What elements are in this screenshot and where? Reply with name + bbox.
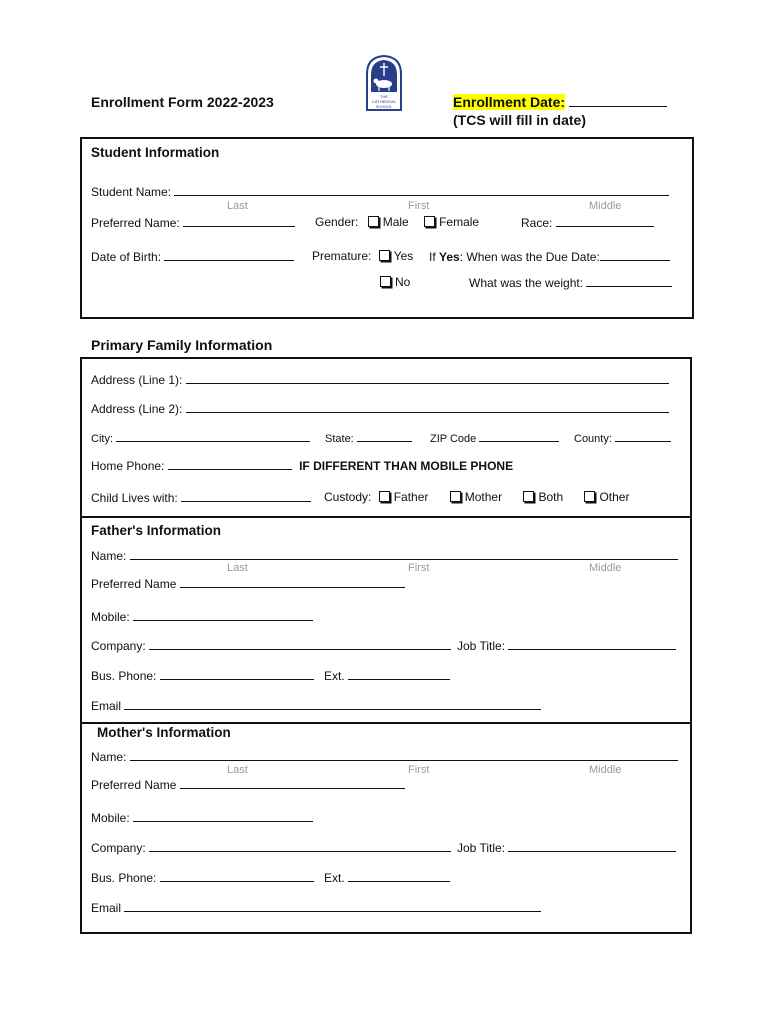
- if-text: If: [429, 250, 436, 264]
- mother-bus-phone-field[interactable]: [160, 870, 314, 882]
- father-ext-row: [324, 668, 450, 683]
- zip-row: [430, 430, 559, 445]
- father-email-row: [91, 698, 541, 713]
- father-job-title-label: Job Title:: [457, 639, 506, 653]
- student-name-row: [91, 184, 669, 199]
- city-label: City:: [91, 433, 113, 445]
- weight-label: What was the weight:: [469, 276, 584, 290]
- race-field[interactable]: [556, 215, 654, 227]
- custody-both-label: Both: [538, 490, 564, 504]
- logo-text: THE CATHEDRAL SCHOOL: [372, 94, 396, 109]
- state-field[interactable]: [357, 430, 412, 442]
- father-preferred-field[interactable]: [180, 576, 405, 588]
- custody-row: [324, 490, 629, 504]
- father-name-field[interactable]: [130, 548, 678, 560]
- state-label: State:: [325, 433, 354, 445]
- address2-field[interactable]: [186, 401, 669, 413]
- father-sub-first: First: [408, 562, 430, 574]
- custody-other-checkbox[interactable]: [584, 491, 595, 502]
- zip-field[interactable]: [479, 430, 559, 442]
- father-company-label: Company:: [91, 639, 146, 653]
- mother-ext-field[interactable]: [348, 870, 450, 882]
- weight-row: [469, 275, 672, 290]
- home-phone-field[interactable]: [168, 458, 292, 470]
- custody-mother-checkbox[interactable]: [450, 491, 461, 502]
- child-lives-field[interactable]: [181, 490, 311, 502]
- custody-father-label: Father: [393, 490, 429, 504]
- gender-female-checkbox[interactable]: [424, 216, 435, 227]
- address2-label: Address (Line 2):: [91, 402, 183, 416]
- child-lives-label: Child Lives with:: [91, 491, 178, 505]
- custody-label: Custody:: [324, 490, 372, 504]
- mother-preferred-field[interactable]: [180, 777, 405, 789]
- state-row: [325, 430, 412, 445]
- mother-company-label: Company:: [91, 841, 146, 855]
- county-row: [574, 430, 671, 445]
- school-logo: [364, 54, 404, 112]
- child-lives-row: [91, 490, 311, 505]
- mother-sub-middle: Middle: [589, 764, 622, 776]
- father-name-row: [91, 548, 678, 563]
- form-title: Enrollment Form 2022-2023: [91, 94, 274, 110]
- mother-bus-phone-row: [91, 870, 314, 885]
- home-phone-note: IF DIFFERENT THAN MOBILE PHONE: [299, 459, 514, 473]
- student-sub-last: Last: [227, 200, 248, 212]
- dob-field[interactable]: [164, 249, 294, 261]
- father-name-label: Name:: [91, 549, 127, 563]
- premature-no-label: No: [395, 275, 411, 289]
- premature-yes-checkbox[interactable]: [379, 250, 390, 261]
- mother-name-field[interactable]: [130, 749, 678, 761]
- father-job-title-field[interactable]: [508, 638, 676, 650]
- father-section-title: Father's Information: [91, 523, 221, 538]
- mother-mobile-row: [91, 810, 313, 825]
- student-name-field[interactable]: [174, 184, 669, 196]
- premature-yes-label: Yes: [393, 249, 414, 263]
- home-phone-row: [91, 458, 513, 473]
- dob-row: [91, 249, 294, 264]
- mother-preferred-label: Preferred Name: [91, 778, 177, 792]
- county-field[interactable]: [615, 430, 671, 442]
- address1-row: [91, 372, 669, 387]
- due-date-row: [429, 249, 670, 264]
- premature-no-checkbox[interactable]: [380, 276, 391, 287]
- father-mobile-row: [91, 609, 313, 624]
- preferred-name-label: Preferred Name:: [91, 216, 180, 230]
- custody-both-checkbox[interactable]: [523, 491, 534, 502]
- student-sub-middle: Middle: [589, 200, 622, 212]
- father-sub-middle: Middle: [589, 562, 622, 574]
- premature-row: [312, 249, 413, 263]
- preferred-name-field[interactable]: [183, 215, 295, 227]
- mother-job-title-label: Job Title:: [457, 841, 506, 855]
- father-company-field[interactable]: [149, 638, 451, 650]
- enrollment-date-label: Enrollment Date:: [453, 94, 566, 110]
- zip-label: ZIP Code: [430, 433, 477, 445]
- mother-sub-first: First: [408, 764, 430, 776]
- premature-no-row: [380, 275, 410, 289]
- father-bus-phone-label: Bus. Phone:: [91, 669, 157, 683]
- dob-label: Date of Birth:: [91, 250, 162, 264]
- custody-mother-label: Mother: [464, 490, 503, 504]
- gender-male-label: Male: [382, 215, 409, 229]
- father-preferred-row: [91, 576, 405, 591]
- mother-name-label: Name:: [91, 750, 127, 764]
- mother-company-row: [91, 840, 451, 855]
- due-date-label: : When was the Due Date:: [459, 250, 600, 264]
- mother-section-title: Mother's Information: [97, 725, 231, 740]
- preferred-name-row: [91, 215, 295, 230]
- student-name-label: Student Name:: [91, 185, 172, 199]
- custody-other-label: Other: [599, 490, 630, 504]
- family-section-title: Primary Family Information: [91, 337, 273, 353]
- city-field[interactable]: [116, 430, 310, 442]
- weight-field[interactable]: [586, 275, 672, 287]
- father-email-label: Email: [91, 699, 122, 713]
- mother-name-row: [91, 749, 678, 764]
- address1-label: Address (Line 1):: [91, 373, 183, 387]
- mother-email-row: [91, 900, 541, 915]
- mother-ext-label: Ext.: [324, 871, 345, 885]
- address1-field[interactable]: [186, 372, 669, 384]
- father-email-field[interactable]: [124, 698, 541, 710]
- father-bus-phone-row: [91, 668, 314, 683]
- mother-mobile-label: Mobile:: [91, 811, 130, 825]
- due-date-field[interactable]: [600, 249, 670, 261]
- mother-job-title-field[interactable]: [508, 840, 676, 852]
- father-mobile-field[interactable]: [133, 609, 313, 621]
- county-label: County:: [574, 433, 612, 445]
- custody-father-checkbox[interactable]: [379, 491, 390, 502]
- gender-row: [315, 215, 479, 229]
- mother-company-field[interactable]: [149, 840, 451, 852]
- if-yes-text: Yes: [439, 250, 460, 264]
- city-row: [91, 430, 310, 445]
- race-row: [521, 215, 654, 230]
- student-sub-first: First: [408, 200, 430, 212]
- father-mobile-label: Mobile:: [91, 610, 130, 624]
- enrollment-date-field[interactable]: [569, 95, 667, 107]
- address2-row: [91, 401, 669, 416]
- mother-job-title-row: [457, 840, 676, 855]
- father-ext-label: Ext.: [324, 669, 345, 683]
- gender-label: Gender:: [315, 215, 359, 229]
- father-ext-field[interactable]: [348, 668, 450, 680]
- enrollment-date-note: (TCS will fill in date): [453, 112, 586, 128]
- gender-male-checkbox[interactable]: [368, 216, 379, 227]
- mother-ext-row: [324, 870, 450, 885]
- gender-female-label: Female: [439, 215, 480, 229]
- mother-bus-phone-label: Bus. Phone:: [91, 871, 157, 885]
- race-label: Race:: [521, 216, 553, 230]
- mother-mobile-field[interactable]: [133, 810, 313, 822]
- father-job-title-row: [457, 638, 676, 653]
- home-phone-label: Home Phone:: [91, 459, 165, 473]
- father-preferred-label: Preferred Name: [91, 577, 177, 591]
- premature-label: Premature:: [312, 249, 372, 263]
- mother-preferred-row: [91, 777, 405, 792]
- father-bus-phone-field[interactable]: [160, 668, 314, 680]
- student-section-title: Student Information: [91, 145, 220, 160]
- father-company-row: [91, 638, 451, 653]
- mother-sub-last: Last: [227, 764, 248, 776]
- mother-email-label: Email: [91, 901, 122, 915]
- mother-email-field[interactable]: [124, 900, 541, 912]
- enrollment-date: [453, 94, 667, 110]
- father-sub-last: Last: [227, 562, 248, 574]
